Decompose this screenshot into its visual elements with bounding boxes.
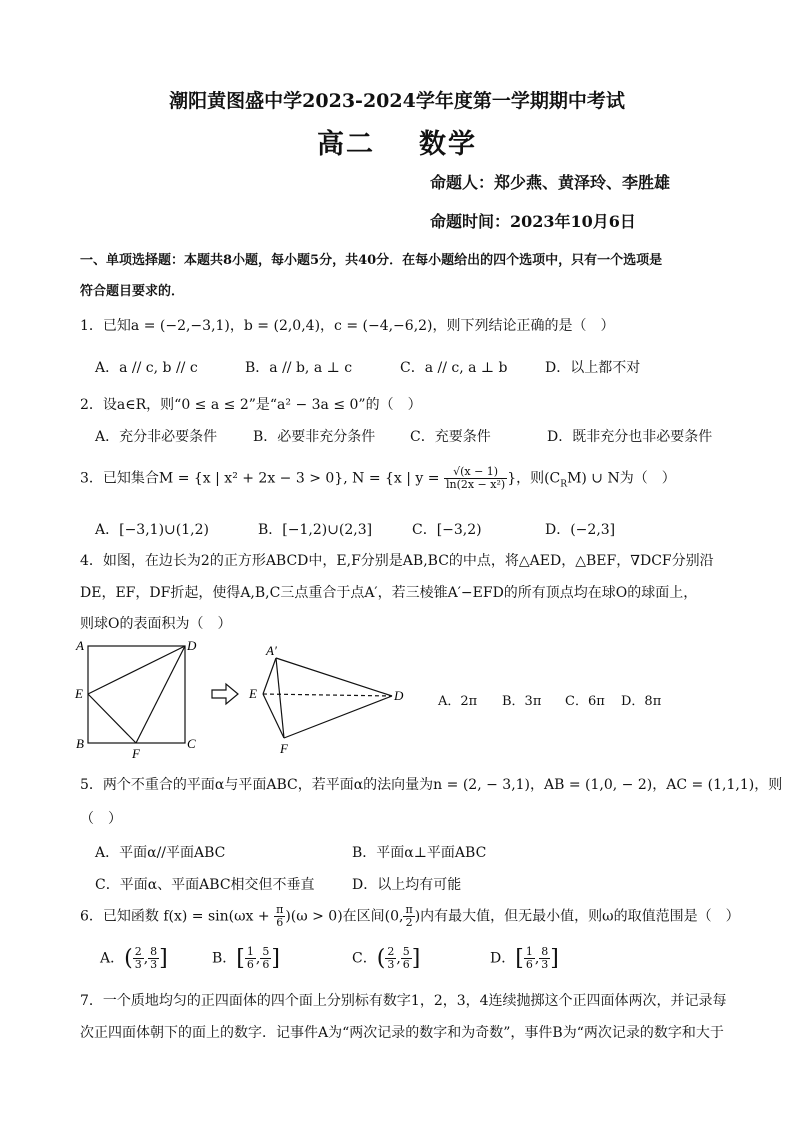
q6-frac-pi2-num: π [405, 903, 413, 916]
q6-frac-pi2-den: 2 [405, 916, 413, 929]
q6-option-d-frac1 [524, 946, 535, 971]
q7-line-2: 次正四面体朝下的面上的数字．记事件A为“两次记录的数字和为奇数”，事件B为“两次记录的数字和大于 [80, 1025, 724, 1041]
q6-option-d: D．[ $\frac{1}{6}$ , $\frac{8}{3}$ ] [490, 945, 559, 971]
label-c: C [187, 736, 196, 751]
label-d: D [187, 638, 197, 653]
q4-line-1: 4．如图，在边长为2的正方形ABCD中，E,F分别是AB,BC的中点，将△AED，△BEF，∇DCF分别沿 [80, 553, 714, 569]
label-d2: D [394, 688, 404, 703]
q6-option-a-rbracket: ] [159, 946, 168, 971]
q3-option-c: C．[−3,2) [412, 522, 482, 538]
q3-option-b: B．[−1,2)∪(2,3] [258, 522, 373, 538]
q5-option-c: C．平面α、平面ABC相交但不垂直 [95, 877, 315, 893]
q6-stem [80, 904, 740, 929]
q6-option-a: A．( $\frac{2}{3}$ , $\frac{8}{3}$ ] [100, 945, 168, 971]
q5-line-1: 5．两个不重合的平面α与平面ABC，若平面α的法向量为n = (2, − 3,1)，AB = (1,0, − 2)，AC = (1,1,1)，则 [80, 777, 783, 793]
q6-option-a-frac2-num: 8 [150, 945, 158, 958]
segment-fd [136, 646, 185, 743]
q6-option-c-label: C． [352, 950, 377, 967]
q3-stem-b: }，则(C [507, 470, 561, 487]
q3-option-a: A．[−3,1)∪(1,2) [95, 522, 209, 538]
q6-stem-c: )内有最大值，但无最小值，则ω的取值范围是（ ） [414, 908, 740, 925]
segment-ed [88, 646, 185, 694]
segment-ef [88, 694, 136, 743]
q5-line-2: （ ） [80, 811, 122, 827]
q3-fraction [444, 466, 507, 491]
label-f2: F [280, 741, 288, 756]
q1-option-b: B．a // b, a ⊥ c [245, 360, 353, 376]
grade-label: 高二 [317, 129, 375, 160]
q4-option-b: B．3π [502, 694, 542, 709]
q2-option-d: D．既非充分也非必要条件 [547, 429, 713, 445]
q4-line-2: DE，EF，DF折起，使得A,B,C三点重合于点A′，若三棱锥A′−EFD的所有顶点均在球O的球面上， [80, 585, 698, 601]
section1-instructions-2: 符合题目要求的． [80, 284, 185, 299]
q6-option-c-frac1-den: 3 [387, 958, 395, 971]
q3-stem-sub: R [560, 479, 568, 490]
q6-frac-pi6-num: π [276, 903, 284, 916]
q6-option-a-frac2 [148, 946, 159, 971]
q6-option-b-lbracket: [ [236, 946, 245, 971]
q6-option-a-frac2-den: 3 [150, 958, 158, 971]
exam-subject [0, 122, 794, 161]
q6-option-b-frac2 [260, 946, 271, 971]
q6-option-a-frac1-den: 3 [134, 958, 142, 971]
q6-option-c-lbracket: ( [376, 946, 386, 971]
q6-option-b-frac2-den: 6 [262, 958, 270, 971]
tetrahedron-figure [263, 658, 392, 738]
q6-option-b-label: B． [212, 950, 237, 967]
arrow-shape [212, 684, 238, 704]
q2-option-a: A．充分非必要条件 [95, 429, 218, 445]
edge-fd [284, 696, 392, 738]
label-f: F [132, 746, 140, 761]
q6-option-d-frac2-num: 8 [541, 945, 549, 958]
label-a: A [76, 638, 84, 653]
label-e: E [75, 686, 83, 701]
q6-option-d-rbracket: ] [550, 946, 559, 971]
q2-stem: 2．设a∈R，则“0 ≤ a ≤ 2”是“a² − 3a ≤ 0”的（ ） [80, 397, 422, 413]
q6-option-a-frac1 [133, 946, 144, 971]
q6-option-d-frac1-den: 6 [525, 958, 533, 971]
q1-option-c: C．a // c, a ⊥ b [400, 360, 508, 376]
q6-option-b: B．[ $\frac{1}{6}$ , $\frac{5}{6}$ ] [212, 945, 280, 971]
q1-option-a: A．a // c, b // c [95, 360, 198, 376]
q6-option-d-label: D． [490, 950, 516, 967]
q7-line-1: 7．一个质地均匀的正四面体的四个面上分别标有数字1，2，3，4连续抛掷这个正四面体两次，并记录每 [80, 993, 727, 1009]
q6-option-a-frac1-num: 2 [134, 945, 142, 958]
q6-option-a-lbracket: ( [124, 946, 133, 971]
q6-option-c-frac2 [401, 946, 412, 971]
q6-option-d-frac2 [539, 946, 550, 971]
q3-frac-num: √(x − 1) [444, 466, 507, 479]
q2-option-b: B．必要非充分条件 [253, 429, 376, 445]
q4-option-a: A．2π [438, 694, 478, 709]
q4-option-d: D．8π [621, 694, 662, 709]
edge-a1d [276, 658, 392, 696]
q6-option-d-lbracket: [ [515, 946, 524, 971]
subject-label: 数学 [419, 129, 477, 160]
q3-stem-a: 3．已知集合M = {x | x² + 2x − 3 > 0}, N = {x | y = [80, 470, 440, 487]
q6-option-a-label: A． [100, 950, 125, 967]
q6-option-b-frac2-num: 5 [262, 945, 270, 958]
q5-option-b: B．平面α⊥平面ABC [352, 845, 487, 861]
q6-stem-a: 6．已知函数 f(x) = sin(ωx + [80, 908, 270, 925]
q4-option-c: C．6π [565, 694, 605, 709]
q6-frac-pi2 [403, 904, 414, 929]
q6-option-c-frac1 [385, 946, 396, 971]
label-a-prime: A′ [266, 643, 277, 658]
q5-option-d: D．以上均有可能 [352, 877, 462, 893]
edge-ed-hidden [263, 694, 392, 696]
q3-frac-den: ln(2x − x²) [445, 478, 506, 491]
q6-frac-pi6 [274, 904, 285, 929]
label-b: B [76, 736, 84, 751]
q6-option-c-frac2-den: 6 [402, 958, 410, 971]
q3-stem [80, 466, 676, 491]
q1-option-d: D．以上都不对 [545, 360, 641, 376]
q4-line-3: 则球O的表面积为（ ） [80, 616, 232, 632]
q6-frac-pi6-den: 6 [276, 916, 284, 929]
q6-option-c-frac1-num: 2 [387, 945, 395, 958]
q6-option-c-frac2-num: 5 [402, 945, 410, 958]
q1-stem: 1．已知a = (−2,−3,1)，b = (2,0,4)，c = (−4,−6,2)，则下列结论正确的是（ ） [80, 318, 615, 334]
fold-arrow [212, 684, 238, 704]
exam-title: 潮阳黄图盛中学2023-2024学年度第一学期期中考试 [169, 90, 625, 112]
q6-stem-b: )(ω > 0)在区间(0, [285, 908, 404, 925]
q6-option-c: C．( $\frac{2}{3}$ , $\frac{5}{6}$ ] [352, 945, 421, 971]
label-e2: E [249, 686, 257, 701]
q2-option-c: C．充要条件 [410, 429, 491, 445]
authors-line: 命题人：郑少燕、黄泽玲、李胜雄 [430, 173, 671, 192]
section1-instructions-1: 一、单项选择题：本题共8小题，每小题5分，共40分．在每小题给出的四个选项中，只有一个选项是 [80, 253, 663, 268]
date-line: 命题时间：2023年10月6日 [430, 212, 636, 231]
square-figure [88, 646, 185, 743]
q3-stem-c: M) ∪ N为（ ） [567, 470, 676, 487]
q6-option-b-rbracket: ] [271, 946, 280, 971]
q6-option-d-frac1-num: 1 [525, 945, 533, 958]
q6-option-d-frac2-den: 3 [541, 958, 549, 971]
square-abcd [88, 646, 185, 743]
q6-option-b-frac1 [245, 946, 256, 971]
edge-a1f [276, 658, 284, 738]
q6-option-b-frac1-den: 6 [246, 958, 254, 971]
q6-option-c-rbracket: ] [411, 946, 421, 971]
edge-a1e [263, 658, 276, 694]
q3-option-d: D．(−2,3] [545, 522, 616, 538]
q5-option-a: A．平面α//平面ABC [95, 845, 226, 861]
q6-option-b-frac1-num: 1 [246, 945, 254, 958]
